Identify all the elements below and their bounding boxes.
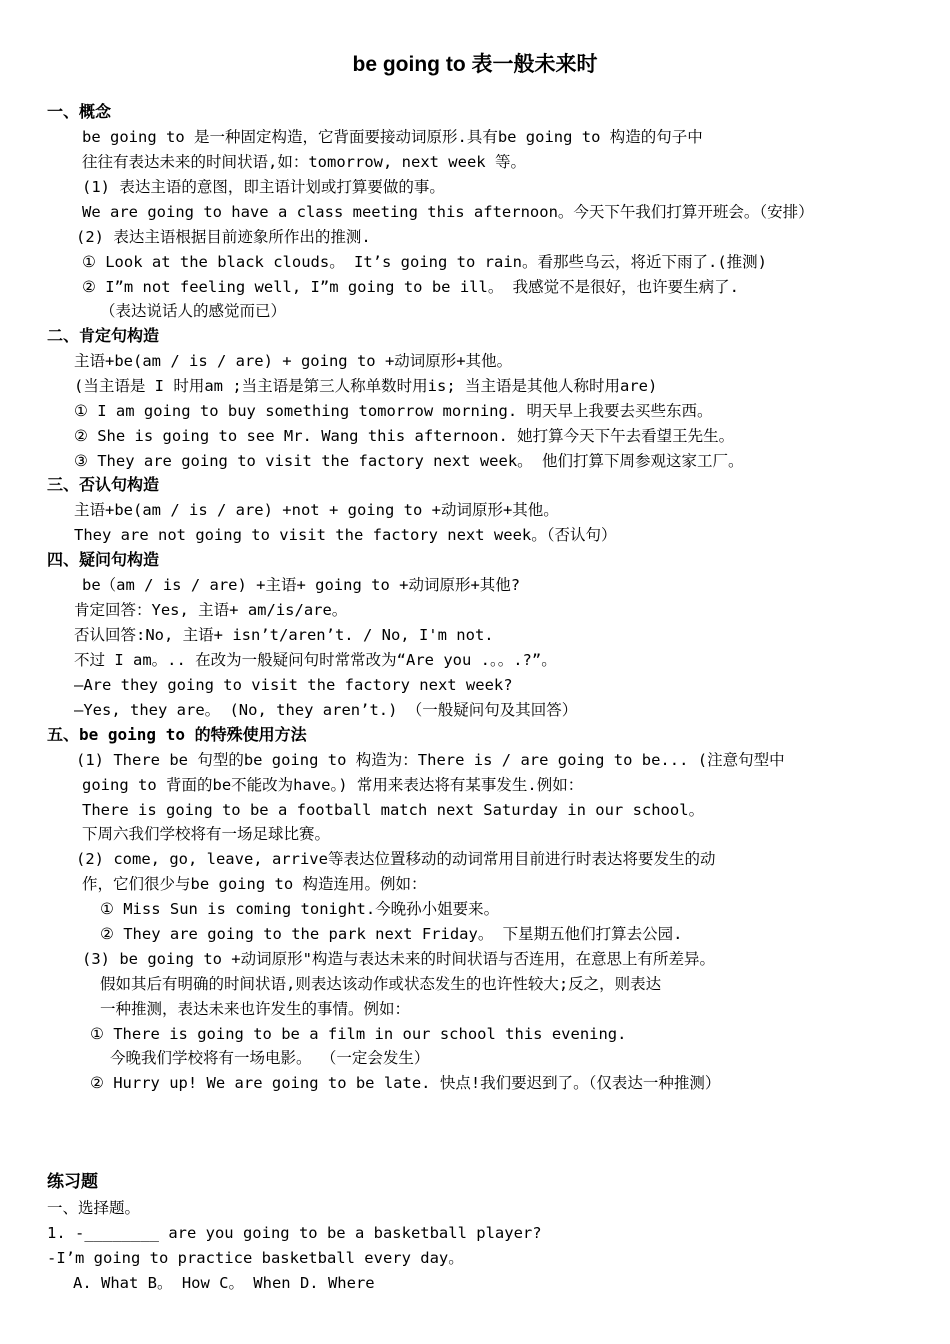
question-text: 1. -________ are you going to be a basketball player? <box>47 1224 542 1242</box>
text-line: (3) be going to +动词原形"构造与表达未来的时间状语与否连用，在意思上有所差异。 <box>82 950 715 968</box>
text-line: ① Miss Sun is coming tonight.今晚孙小姐要来。 <box>100 900 500 918</box>
text-line: ① There is going to be a film in our school this evening. <box>90 1025 627 1043</box>
page-title: be going to 表一般未来时 <box>352 53 598 76</box>
text-line: 不过 I am。.. 在改为一般疑问句时常常改为“Are you .。。.?”。 <box>74 651 557 669</box>
section-heading-concept: 一、概念 <box>47 102 112 121</box>
section-heading-negative: 三、否认句构造 <box>47 475 160 494</box>
text-line: 下周六我们学校将有一场足球比赛。 <box>82 825 331 843</box>
text-line: 主语+be(am / is / are) +not + going to +动词原形+其他。 <box>74 501 559 519</box>
text-line: 作，它们很少与be going to 构造连用。例如： <box>82 875 427 893</box>
text-line: —Yes, they are。 (No, they aren’t.) （一般疑问句及其回答） <box>74 701 578 719</box>
text-line: going to 背面的be不能改为have。) 常用来表达将有某事发生.例如： <box>82 776 584 794</box>
text-line: be（am / is / are) +主语+ going to +动词原形+其他? <box>82 576 521 594</box>
text-line: They are not going to visit the factory next week。（否认句） <box>74 526 617 544</box>
text-line: —Are they going to visit the factory next week? <box>74 676 513 694</box>
exercises-subheading: 一、选择题。 <box>47 1199 141 1217</box>
text-line: (2) come, go, leave, arrive等表达位置移动的动词常用目前进行时表达将要发生的动 <box>76 850 716 868</box>
text-line: (1) 表达主语的意图，即主语计划或打算要做的事。 <box>82 178 445 196</box>
text-line: ① Look at the black clouds。 It’s going to rain。看那些乌云，将近下雨了.(推测) <box>82 253 767 271</box>
exercises-heading: 练习题 <box>47 1172 98 1192</box>
text-line: (1) There be 句型的be going to 构造为：There is / are going to be... (注意句型中 <box>76 751 785 769</box>
text-line: There is going to be a football match next Saturday in our school。 <box>82 801 705 819</box>
text-line: 今晚我们学校将有一场电影。 （一定会发生） <box>110 1049 430 1067</box>
section-heading-affirmative: 二、肯定句构造 <box>47 326 160 345</box>
text-line: ③ They are going to visit the factory next week。 他们打算下周参观这家工厂。 <box>74 452 744 470</box>
text-line: ② I”m not feeling well, I”m going to be ill。 我感觉不是很好，也许要生病了. <box>82 278 739 296</box>
text-line: 往往有表达未来的时间状语,如：tomorrow, next week 等。 <box>82 153 526 171</box>
text-line: 一种推测，表达未来也许发生的事情。例如： <box>100 1000 411 1018</box>
text-line: 假如其后有明确的时间状语,则表达该动作或状态发生的也许性较大;反之，则表达 <box>100 975 662 993</box>
text-line: be going to 是一种固定构造，它背面要接动词原形.具有be going to 构造的句子中 <box>82 128 703 146</box>
text-line: (2) 表达主语根据目前迹象所作出的推测. <box>76 228 371 246</box>
text-line: 否认回答:No, 主语+ isn’t/aren’t. / No, I'm not. <box>74 626 494 644</box>
question-options: A. What B。 How C。 When D. Where <box>73 1274 375 1292</box>
text-line: ① I am going to buy something tomorrow morning. 明天早上我要去买些东西。 <box>74 402 713 420</box>
text-line: We are going to have a class meeting this afternoon。今天下午我们打算开班会。（安排） <box>82 203 814 221</box>
text-line: 肯定回答：Yes, 主语+ am/is/are。 <box>74 601 348 619</box>
section-heading-special-usage: 五、be going to 的特殊使用方法 <box>47 725 307 744</box>
text-line: (当主语是 I 时用am ;当主语是第三人称单数时用is; 当主语是其他人称时用are) <box>74 377 658 395</box>
text-line: ② Hurry up! We are going to be late. 快点!我们要迟到了。（仅表达一种推测） <box>90 1074 721 1092</box>
text-line: （表达说话人的感觉而已） <box>100 302 287 320</box>
text-line: ② They are going to the park next Friday。 下星期五他们打算去公园. <box>100 925 683 943</box>
text-line: 主语+be(am / is / are) + going to +动词原形+其他。 <box>74 352 513 370</box>
text-line: ② She is going to see Mr. Wang this afternoon. 她打算今天下午去看望王先生。 <box>74 427 735 445</box>
section-heading-question: 四、疑问句构造 <box>47 550 160 569</box>
question-reply: -I’m going to practice basketball every day。 <box>47 1249 464 1267</box>
